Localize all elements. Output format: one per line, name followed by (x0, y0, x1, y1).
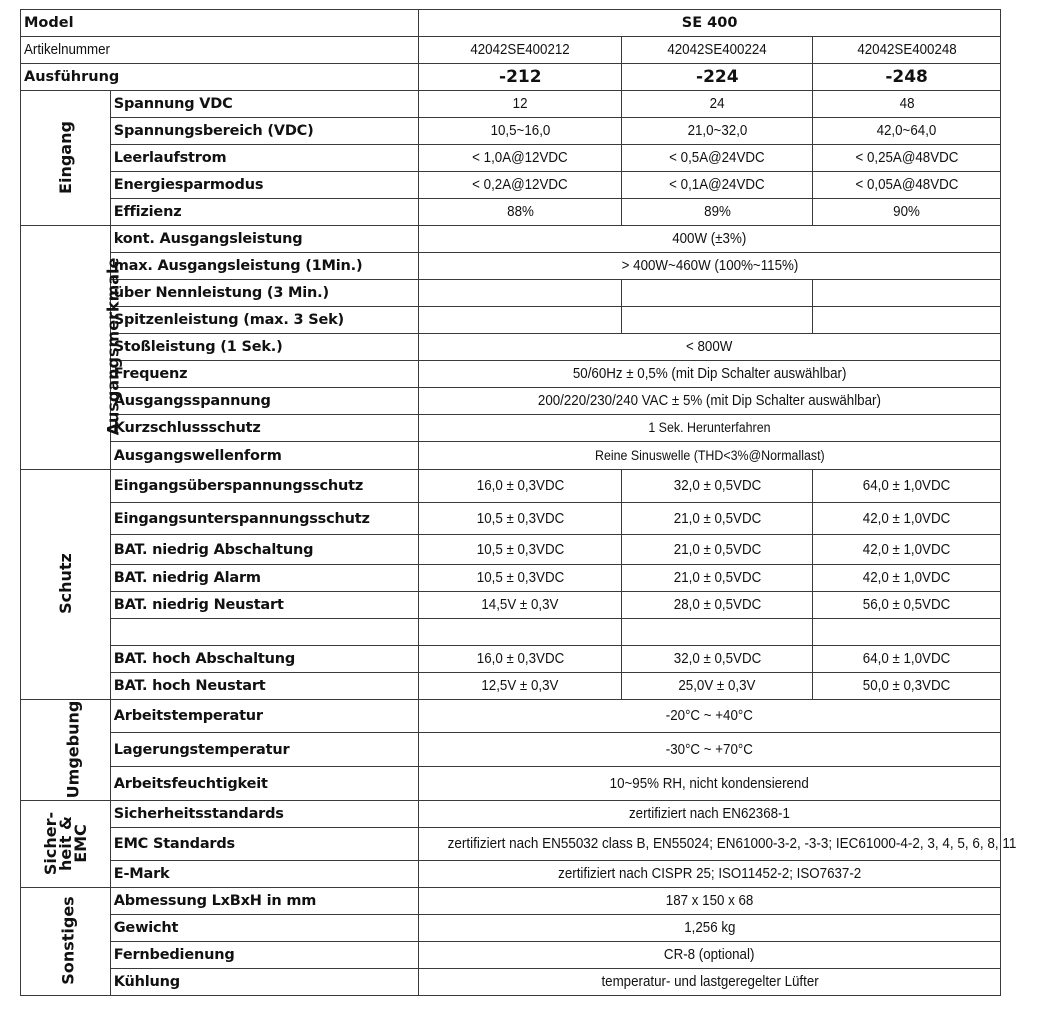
cell-value: 28,0 ± 0,5VDC (673, 597, 762, 613)
table-row (21, 361, 1001, 388)
table-row (21, 700, 1001, 733)
empty-cell (813, 619, 1001, 646)
cell-value: 90% (893, 204, 920, 220)
empty-cell (622, 280, 813, 307)
row-label: BAT. niedrig Alarm (110, 565, 418, 592)
model-row (21, 10, 1001, 37)
table-row (21, 307, 1001, 334)
cell-value: 21,0 ± 0,5VDC (673, 510, 762, 527)
cell-value: zertifiziert nach CISPR 25; ISO11452-2; ISO7637-2 (558, 866, 862, 882)
cell-value: 21,0 ± 0,5VDC (673, 570, 762, 586)
row-label: Spannung VDC (110, 91, 418, 118)
row-label: Frequenz (110, 361, 418, 388)
cell-value: 10,5 ± 0,3VDC (476, 570, 564, 586)
row-label: Arbeitsfeuchtigkeit (110, 767, 418, 801)
empty-cell (622, 619, 813, 646)
row-label: Spitzenleistung (max. 3 Sek) (110, 307, 418, 334)
cell-value: 50/60Hz ± 0,5% (mit Dip Schalter auswählbar) (572, 366, 847, 382)
section-title: Sonstiges (58, 896, 78, 985)
section-sonstiges (21, 888, 111, 996)
cell-value: 10~95% RH, nicht kondensierend (610, 775, 810, 792)
cell-value: 42,0 ± 1,0VDC (862, 510, 951, 527)
section-schutz (21, 470, 111, 700)
section-title (40, 811, 90, 875)
cell-value: CR-8 (optional) (664, 947, 755, 963)
empty-cell (813, 280, 1001, 307)
section-title-line: Sicher- (40, 811, 60, 875)
cell-value: 24 (709, 96, 725, 112)
row-label: Leerlaufstrom (110, 145, 418, 172)
row-label: Energiesparmodus (110, 172, 418, 199)
cell-value: 10,5~16,0 (490, 123, 551, 139)
row-label: Lagerungstemperatur (110, 733, 418, 767)
row-label: Effizienz (110, 199, 418, 226)
row-label: Spannungsbereich (VDC) (110, 118, 418, 145)
artikel-row (21, 37, 1001, 64)
empty-cell (419, 307, 622, 334)
cell-value: < 0,25A@48VDC (855, 150, 959, 166)
ausfuehrung-value: -224 (696, 66, 739, 87)
row-label: EMC Standards (110, 828, 418, 861)
table-row (21, 388, 1001, 415)
row-label: Ausgangsspannung (110, 388, 418, 415)
table-row (21, 334, 1001, 361)
cell-value: < 800W (686, 339, 733, 355)
table-row (21, 470, 1001, 503)
row-label: Kühlung (110, 969, 418, 996)
cell-value: zertifiziert nach EN62368-1 (629, 806, 791, 822)
cell-value: 64,0 ± 1,0VDC (862, 651, 951, 667)
cell-value: 32,0 ± 0,5VDC (673, 478, 762, 494)
row-label: BAT. niedrig Abschaltung (110, 535, 418, 565)
table-row-empty (21, 619, 1001, 646)
empty-cell (419, 280, 622, 307)
table-row (21, 280, 1001, 307)
table-row (21, 226, 1001, 253)
table-row (21, 565, 1001, 592)
section-title: Eingang (55, 120, 75, 194)
cell-value: 10,5 ± 0,3VDC (476, 510, 564, 527)
row-label: kont. Ausgangsleistung (110, 226, 418, 253)
table-row (21, 969, 1001, 996)
cell-value: 10,5 ± 0,3VDC (476, 541, 564, 558)
section-title: Schutz (55, 553, 75, 614)
cell-value: 1 Sek. Herunterfahren (648, 420, 771, 435)
empty-cell (622, 307, 813, 334)
section-title: Umgebung (63, 700, 83, 798)
cell-value: 42,0~64,0 (876, 123, 937, 139)
table-row (21, 592, 1001, 619)
cell-value: 12,5V ± 0,3V (481, 678, 559, 694)
table-row (21, 172, 1001, 199)
ausfuehrung-value: -212 (499, 66, 542, 87)
model-label: Model (21, 10, 419, 37)
table-row (21, 118, 1001, 145)
model-value: SE 400 (419, 10, 1001, 37)
row-label: BAT. hoch Neustart (110, 673, 418, 700)
row-label: max. Ausgangsleistung (1Min.) (110, 253, 418, 280)
cell-value: 187 x 150 x 68 (665, 893, 754, 909)
section-title: Ausgangsmerkmale (103, 257, 123, 436)
row-label: Gewicht (110, 915, 418, 942)
row-label: Eingangsunterspannungsschutz (110, 503, 418, 535)
table-row (21, 942, 1001, 969)
table-row (21, 415, 1001, 442)
empty-cell (813, 307, 1001, 334)
cell-value: 42,0 ± 1,0VDC (862, 570, 951, 586)
artikel-value: 42042SE400224 (667, 42, 768, 58)
cell-value: 88% (506, 204, 534, 220)
cell-value: < 0,1A@24VDC (669, 177, 766, 193)
table-row (21, 801, 1001, 828)
cell-value: 16,0 ± 0,3VDC (476, 478, 564, 494)
cell-value: > 400W~460W (100%~115%) (621, 258, 798, 274)
table-row (21, 535, 1001, 565)
row-label: Sicherheitsstandards (110, 801, 418, 828)
cell-value: -20°C ~ +40°C (666, 708, 754, 724)
row-label: Eingangsüberspannungsschutz (110, 470, 418, 503)
section-title-line: EMC (70, 823, 90, 863)
table-row (21, 888, 1001, 915)
table-row (21, 733, 1001, 767)
row-label: Fernbedienung (110, 942, 418, 969)
cell-value: 25,0V ± 0,3V (678, 678, 756, 694)
cell-value: 50,0 ± 0,3VDC (862, 678, 951, 694)
cell-value: 89% (703, 204, 731, 220)
empty-cell (419, 619, 622, 646)
cell-value: 200/220/230/240 VAC ± 5% (mit Dip Schalter auswählbar) (538, 393, 882, 409)
cell-value: 48 (899, 96, 915, 112)
cell-value: 21,0 ± 0,5VDC (673, 541, 762, 558)
cell-value: 56,0 ± 0,5VDC (862, 597, 951, 613)
cell-value: < 0,5A@24VDC (669, 150, 766, 166)
row-label: Abmessung LxBxH in mm (110, 888, 418, 915)
ausfuehrung-value: -248 (885, 66, 928, 87)
ausfuehrung-row (21, 64, 1001, 91)
row-label: Stoßleistung (1 Sek.) (110, 334, 418, 361)
artikel-label: Artikelnummer (24, 42, 110, 58)
table-row (21, 646, 1001, 673)
artikel-value: 42042SE400212 (470, 42, 570, 58)
table-row (21, 673, 1001, 700)
cell-value: temperatur- und lastgeregelter Lüfter (600, 974, 819, 990)
cell-value: zertifiziert nach EN55032 class B, EN55024; EN61000-3-2, -3-3; IEC61000-4-2, 3, 4, 5, 6, 8, 11 (447, 836, 1017, 852)
section-umgebung (21, 700, 111, 801)
section-title-line: heit & (55, 815, 75, 871)
section-sicherheit-emc (21, 801, 111, 888)
cell-value: < 1,0A@12VDC (472, 150, 569, 166)
artikel-value: 42042SE400248 (856, 42, 957, 58)
cell-value: 42,0 ± 1,0VDC (862, 541, 951, 558)
section-ausgangsmerkmale (21, 226, 123, 470)
table-row (21, 503, 1001, 535)
table-row (21, 442, 1001, 470)
table-row (21, 145, 1001, 172)
table-row (21, 199, 1001, 226)
cell-value: 32,0 ± 0,5VDC (673, 651, 762, 667)
row-label: Arbeitstemperatur (110, 700, 418, 733)
ausfuehrung-label: Ausführung (21, 64, 419, 91)
table-row (21, 253, 1001, 280)
row-label: BAT. hoch Abschaltung (110, 646, 418, 673)
cell-value: < 0,05A@48VDC (855, 177, 959, 193)
table-row (21, 861, 1001, 888)
row-label: Ausgangswellenform (110, 442, 418, 470)
table-row (21, 828, 1001, 861)
cell-value: < 0,2A@12VDC (472, 177, 569, 193)
spec-table (20, 9, 1017, 996)
cell-value: 21,0~32,0 (687, 123, 748, 139)
row-label: Kurzschlussschutz (110, 415, 418, 442)
cell-value: 64,0 ± 1,0VDC (862, 478, 951, 494)
cell-value: 14,5V ± 0,3V (481, 597, 559, 613)
section-eingang (21, 91, 111, 226)
table-row (21, 91, 1001, 118)
cell-value: -30°C ~ +70°C (666, 741, 754, 758)
table-row (21, 915, 1001, 942)
row-label (110, 619, 418, 646)
row-label: E-Mark (110, 861, 418, 888)
cell-value: 16,0 ± 0,3VDC (476, 651, 564, 667)
row-label: über Nennleistung (3 Min.) (110, 280, 418, 307)
table-row (21, 767, 1001, 801)
cell-value: 1,256 kg (683, 920, 736, 936)
cell-value: 400W (±3%) (672, 231, 747, 247)
cell-value: 12 (512, 96, 528, 112)
row-label: BAT. niedrig Neustart (110, 592, 418, 619)
cell-value: Reine Sinuswelle (THD<3%@Normallast) (594, 447, 825, 463)
